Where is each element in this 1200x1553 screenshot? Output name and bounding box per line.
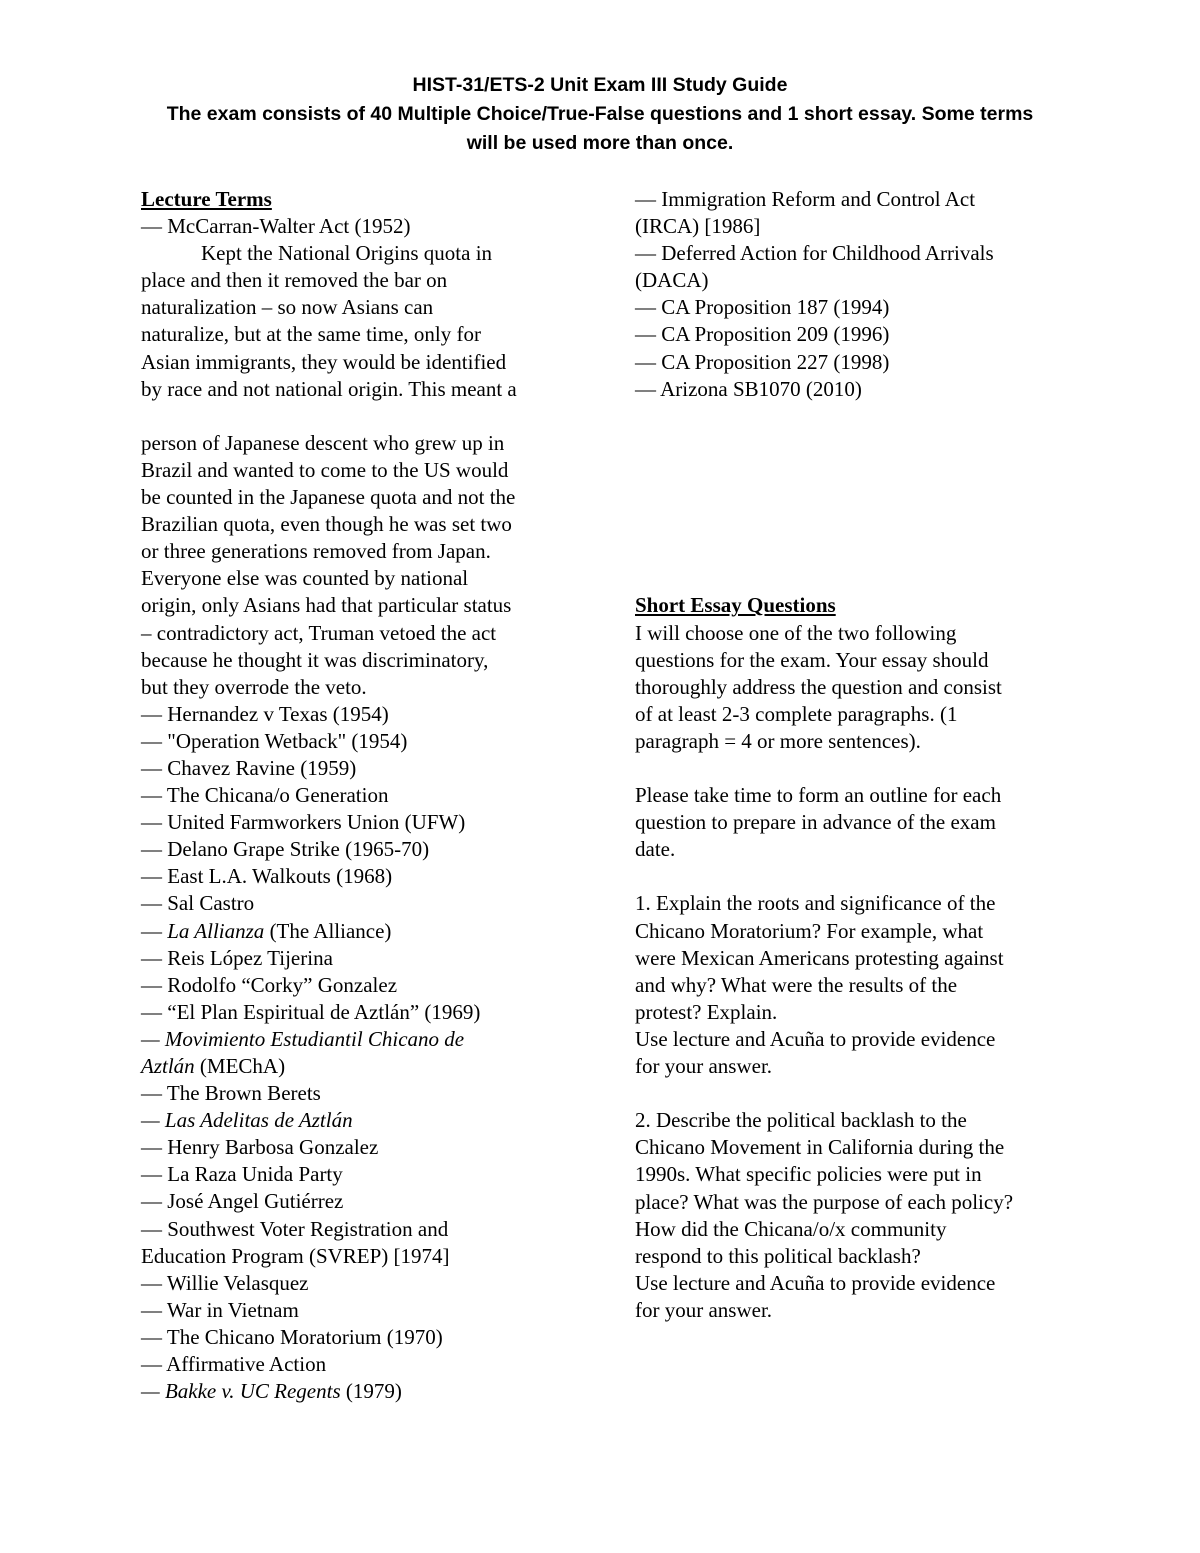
mccarran-note-line: be counted in the Japanese quota and not the (141, 485, 516, 510)
essay-outline-line: Please take time to form an outline for each (635, 783, 1002, 808)
term-la-allianza (141, 918, 571, 945)
mccarran-note-line: Everyone else was counted by national (141, 566, 469, 591)
short-essay-heading: Short Essay Questions (635, 593, 836, 618)
essay-intro-line: paragraph = 4 or more sentences). (635, 728, 921, 753)
essay-question-2-line: 2. Describe the political backlash to the (635, 1108, 967, 1133)
term-affirmative-action: — Affirmative Action (141, 1352, 327, 1377)
term-jose-angel-gutierrez: — José Angel Gutiérrez (141, 1189, 344, 1214)
term-italic-part: Bakke v. UC Regents (164, 1379, 341, 1404)
essay-question-2-line: Chicano Movement in California during the (635, 1135, 1005, 1160)
term-henry-barbosa-gonzalez: — Henry Barbosa Gonzalez (141, 1135, 379, 1160)
term-ufw: — United Farmworkers Union (UFW) (141, 810, 466, 835)
exam-description-line-2: will be used more than once. (466, 132, 734, 154)
mccarran-note-line: Kept the National Origins quota in (201, 241, 493, 266)
essay-question-1-line: and why? What were the results of the (635, 972, 958, 997)
term-war-in-vietnam: — War in Vietnam (141, 1297, 299, 1322)
term-corky-gonzalez: — Rodolfo “Corky” Gonzalez (141, 972, 398, 997)
term-la-raza-unida: — La Raza Unida Party (141, 1162, 343, 1187)
essay-intro-line: thoroughly address the question and consist (635, 674, 1002, 699)
blank-line (635, 863, 1075, 890)
page-title: HIST-31/ETS-2 Unit Exam III Study Guide (412, 74, 788, 96)
term-mecha-line-1: — Movimiento Estudiantil Chicano de (141, 1026, 465, 1051)
term-italic-part: La Allianza (167, 918, 265, 943)
term-arizona-sb1070: — Arizona SB1070 (2010) (635, 376, 862, 401)
essay-question-2-line: 1990s. What specific policies were put in (635, 1162, 982, 1187)
term-dash: — (141, 1379, 165, 1404)
term-daca-line-1: — Deferred Action for Childhood Arrivals (635, 241, 994, 266)
term-mccarran-walter: — McCarran-Walter Act (1952) (141, 214, 411, 239)
left-column (141, 186, 571, 1405)
term-willie-velasquez: — Willie Velasquez (141, 1270, 309, 1295)
term-dash: — (141, 918, 168, 943)
essay-question-1-line: protest? Explain. (635, 999, 778, 1024)
essay-outline-line: date. (635, 837, 676, 862)
mccarran-note-line: but they overrode the veto. (141, 674, 367, 699)
mccarran-note-line: origin, only Asians had that particular status (141, 593, 512, 618)
blank-line (635, 1080, 1075, 1107)
term-tijerina: — Reis López Tijerina (141, 945, 333, 970)
term-prop-187: — CA Proposition 187 (1994) (635, 295, 890, 320)
mccarran-note-line: Brazilian quota, even though he was set two (141, 512, 512, 537)
mccarran-note-line: – contradictory act, Truman vetoed the act (141, 620, 497, 645)
term-daca-line-2: (DACA) (635, 268, 709, 293)
term-hernandez-v-texas: — Hernandez v Texas (1954) (141, 701, 389, 726)
essay-question-1-line: were Mexican Americans protesting against (635, 945, 1004, 970)
term-bakke (141, 1378, 571, 1405)
mccarran-note-line: Brazil and wanted to come to the US would (141, 457, 509, 482)
essay-question-2-line: for your answer. (635, 1297, 773, 1322)
term-plan-espiritual: — “El Plan Espiritual de Aztlán” (1969) (141, 999, 481, 1024)
essay-question-1-line: 1. Explain the roots and significance of the (635, 891, 996, 916)
term-operation-wetback: — "Operation Wetback" (1954) (141, 728, 408, 753)
term-rest: (The Alliance) (264, 918, 392, 943)
mccarran-note-line: or three generations removed from Japan. (141, 539, 491, 564)
mccarran-note-line: naturalize, but at the same time, only for (141, 322, 481, 347)
essay-question-1-line: for your answer. (635, 1054, 773, 1079)
mccarran-note-line: place and then it removed the bar on (141, 268, 448, 293)
term-las-adelitas: — Las Adelitas de Aztlán (141, 1108, 353, 1133)
exam-description-line-1: The exam consists of 40 Multiple Choice/True-False questions and 1 short essay. Some terms (166, 103, 1034, 125)
document-header (0, 71, 1200, 158)
term-brown-berets: — The Brown Berets (141, 1081, 321, 1106)
essay-question-2-line: respond to this political backlash? (635, 1243, 921, 1268)
right-column (635, 186, 1075, 1324)
essay-question-2-line: place? What was the purpose of each policy? (635, 1189, 1014, 1214)
term-svrep-line-1: — Southwest Voter Registration and (141, 1216, 449, 1241)
term-east-la-walkouts: — East L.A. Walkouts (1968) (141, 864, 393, 889)
term-prop-209: — CA Proposition 209 (1996) (635, 322, 890, 347)
blank-line (141, 403, 571, 430)
term-chavez-ravine: — Chavez Ravine (1959) (141, 755, 357, 780)
essay-intro-line: questions for the exam. Your essay should (635, 647, 989, 672)
essay-question-1-line: Chicano Moratorium? For example, what (635, 918, 984, 943)
essay-question-2-line: How did the Chicana/o/x community (635, 1216, 947, 1241)
mccarran-note-line: by race and not national origin. This meant a (141, 376, 517, 401)
term-svrep-line-2: Education Program (SVREP) [1974] (141, 1243, 450, 1268)
column-spacer (635, 403, 1075, 593)
term-prop-227: — CA Proposition 227 (1998) (635, 349, 890, 374)
lecture-terms-heading: Lecture Terms (141, 187, 272, 211)
mccarran-note-line: Asian immigrants, they would be identified (141, 349, 507, 374)
term-delano-grape-strike: — Delano Grape Strike (1965-70) (141, 837, 430, 862)
term-mecha-line-2 (141, 1053, 571, 1080)
essay-question-1-line: Use lecture and Acuña to provide evidence (635, 1026, 996, 1051)
mccarran-note-line: because he thought it was discriminatory, (141, 647, 489, 672)
term-rest: (1979) (340, 1379, 402, 1404)
term-irca-line-2: (IRCA) [1986] (635, 214, 761, 239)
term-sal-castro: — Sal Castro (141, 891, 255, 916)
essay-question-2-line: Use lecture and Acuña to provide evidence (635, 1270, 996, 1295)
mccarran-note-line: naturalization – so now Asians can (141, 295, 434, 320)
essay-intro-line: I will choose one of the two following (635, 620, 957, 645)
term-chicana-generation: — The Chicana/o Generation (141, 783, 389, 808)
essay-outline-line: question to prepare in advance of the exam (635, 810, 996, 835)
term-rest: (MEChA) (194, 1054, 286, 1078)
blank-line (635, 755, 1075, 782)
mccarran-note-line: person of Japanese descent who grew up in (141, 430, 505, 455)
term-irca-line-1: — Immigration Reform and Control Act (635, 187, 976, 211)
term-chicano-moratorium: — The Chicano Moratorium (1970) (141, 1324, 443, 1349)
term-italic-part: Aztlán (141, 1054, 195, 1078)
essay-intro-line: of at least 2-3 complete paragraphs. (1 (635, 701, 958, 726)
